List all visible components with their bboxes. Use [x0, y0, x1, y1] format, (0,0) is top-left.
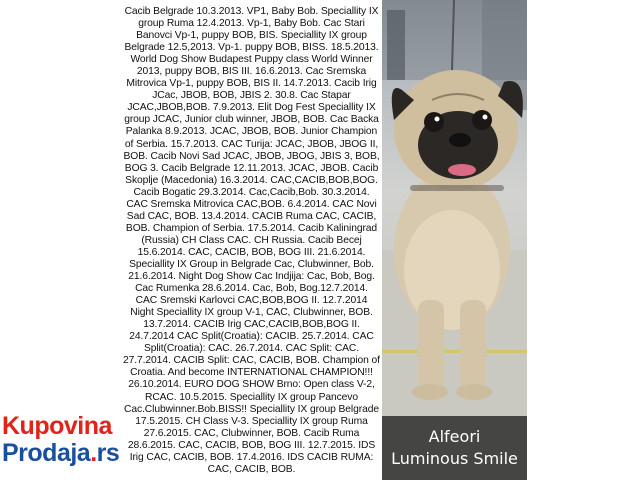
logo-tld: rs — [96, 439, 120, 467]
caption-line-1: Alfeori — [428, 427, 481, 446]
listing-image — [120, 0, 527, 480]
pug-illustration — [382, 0, 527, 480]
logo-line-2 — [2, 439, 119, 468]
pedigree-text: Cacib Belgrade 10.3.2013. VP1, Baby Bob. Speciallity IX group Ruma 12.4.2013. Vp-1, Baby Bob. Cac Stari Banovci Vp-1, puppy BOB, BIS. Speciallity IX group Belgrade 12.5,2013. Vp-1. puppy BOB, BISS. 18.5.2013. World Dog Show Budapest Puppy class World Winner 2013, puppy BOB, BIS III. 16.6.2013. Cac Sremska Mitrovica Vp-1, puppy BOB, BIS II. 14.7.2013. Cacib Irig JCac, JBOB, BOB, JBIS 2. 30.8. Cac Stapar JCAC,JBOB,BOB. 7.9.2013. Elit Dog Fest Speciallity IX group JCAC, Junior club winner, JBOB, BOB. Cac Backa Palanka 8.9.2013. JCAC, JBOB, BOB. Junior Champion of Serbia. 15.7.2013. CAC Turija: JCAC, JBOB, JBOG II, BOB. Cacib Novi Sad JCAC, JBOB, JBOG, JBIS 3, BOB, BOG 3. Cacib Belgrade 12.11.2013. JCAC, JBOB. Cacib Skoplje (Macedonia) 16.3.2014. CAC,CACIB,BOB,BOG. Cacib Bogatic 29.3.2014. Cac,Cacib,Bob. 30.3.2014. CAC Sremska Mitrovica CAC,BOB. 6.4.2014. CAC Novi Sad CAC, BOB. 13.4.2014. CACIB Ruma CAC, CACIB, BOB. Champion of Serbia. 17.5.2014. Cacib Kaliningrad (Russia) CH Class CAC. CH Russia. Cacib Becej 15.6.2014. CAC, CACIB, BOB, BOG III. 21.6.2014. Speciallity IX Group in Belgrade Cac, Clubwinner, Bob. 21.6.2014. Night Dog Show Cac Indjija: Cac, Bob, Bog. Cac Rumenka 28.6.2014. Cac, Bob, Bog.12.7.2014. CAC Sremski Karlovci CAC,BOB,BOG II. 12.7.2014 Night Speciallity IX group V-1, CAC, Clubwinner, BOB. 13.7.2014. CACIB Irig CAC,CACIB,BOB,BOG II. 24.7.2014 CAC Split(Croatia): CACIB. 25.7.2014. CAC Split(Croatia): CAC. 26.7.2014. CAC Split: CAC. 27.7.2014. CACIB Split: CAC, CACIB, BOB. Champion of Croatia. And become INTERNATIONAL CHAMPION!!! 26.10.2014. EURO DOG SHOW Brno: Open class V-2, RCAC. 10.5.2015. Speciallity IX group Pancevo Cac.Clubwinner.Bob.BISS!! Speciallity IX group Belgrade 17.5.2015. CH Class V-3. Speciallity IX group Ruma 27.6.2015. CAC, Clubwinner, BOB. Cacib Ruma 28.6.2015. CAC, CACIB, BOB, BOG III. 12.7.2015. IDS Irig CAC, CACIB, BOB. 17.4.2016. IDS CACIB RUMA: CAC, CACIB, BOB. — [123, 6, 380, 475]
logo-word-prodaja: Prodaja — [2, 439, 91, 467]
kupovina-prodaja-logo — [0, 412, 150, 472]
caption-line-2: Luminous Smile — [391, 449, 518, 468]
pedigree-text-panel — [120, 0, 383, 480]
pug-dog-photo — [382, 0, 527, 480]
logo-dot: . — [90, 439, 97, 467]
logo-line-1: Kupovina — [2, 412, 112, 440]
dog-name-caption — [382, 416, 527, 480]
